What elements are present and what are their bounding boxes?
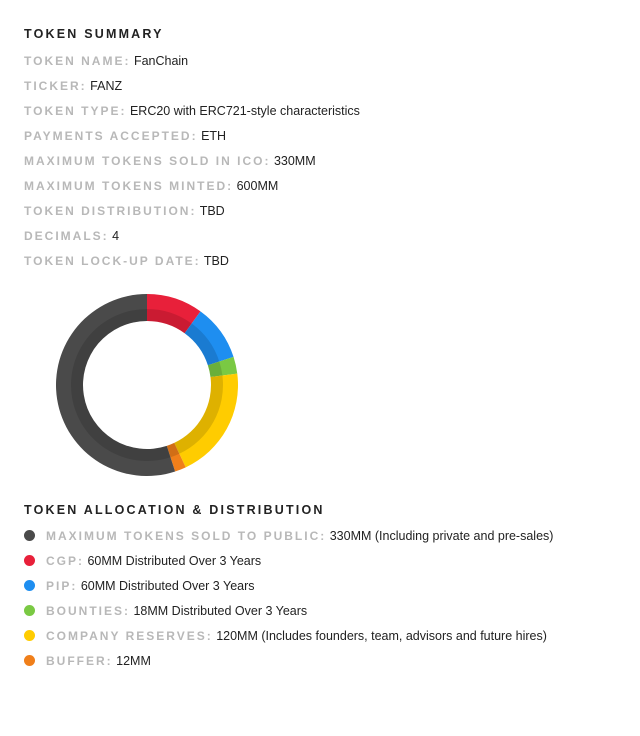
summary-value: 600MM (236, 179, 279, 193)
token-summary-heading: TOKEN SUMMARY (24, 27, 164, 41)
legend-value: 330MM (Including private and pre-sales) (329, 529, 554, 543)
legend-value: 60MM Distributed Over 3 Years (80, 579, 255, 593)
legend-swatch-buffer (24, 655, 35, 666)
summary-row-payments (24, 128, 226, 144)
summary-row-token-type (24, 103, 360, 119)
summary-row-distribution (24, 203, 225, 219)
summary-value: FANZ (90, 79, 123, 93)
legend-value: 120MM (Includes founders, team, advisors and future hires) (216, 629, 547, 643)
summary-label: TOKEN NAME: (24, 54, 131, 68)
legend-label: MAXIMUM TOKENS SOLD TO PUBLIC: (46, 529, 327, 543)
summary-value: 4 (112, 229, 120, 243)
legend-swatch-reserves (24, 630, 35, 641)
legend-item-buffer (24, 653, 151, 669)
legend-label: BUFFER: (46, 654, 113, 668)
summary-label: PAYMENTS ACCEPTED: (24, 129, 198, 143)
summary-value: TBD (199, 204, 225, 218)
legend-value: 18MM Distributed Over 3 Years (133, 604, 308, 618)
legend-label: BOUNTIES: (46, 604, 130, 618)
legend-swatch-cgp (24, 555, 35, 566)
legend-value: 12MM (116, 654, 151, 668)
legend-value: 60MM Distributed Over 3 Years (87, 554, 262, 568)
summary-label: MAXIMUM TOKENS MINTED: (24, 179, 234, 193)
legend-swatch-bounties (24, 605, 35, 616)
summary-label: TICKER: (24, 79, 87, 93)
legend-label: CGP: (46, 554, 84, 568)
summary-value: ERC20 with ERC721-style characteristics (129, 104, 360, 118)
legend-swatch-public (24, 530, 35, 541)
legend-label: PIP: (46, 579, 78, 593)
allocation-heading: TOKEN ALLOCATION & DISTRIBUTION (24, 503, 325, 517)
summary-value: ETH (201, 129, 227, 143)
summary-row-max-minted (24, 178, 278, 194)
summary-value: TBD (203, 254, 229, 268)
summary-label: DECIMALS: (24, 229, 109, 243)
legend-item-public (24, 528, 553, 544)
summary-row-decimals (24, 228, 119, 244)
legend-item-cgp (24, 553, 261, 569)
summary-value: FanChain (133, 54, 189, 68)
summary-value: 330MM (273, 154, 316, 168)
legend-swatch-pip (24, 580, 35, 591)
summary-row-max-sold (24, 153, 316, 169)
summary-label: MAXIMUM TOKENS SOLD IN ICO: (24, 154, 271, 168)
legend-item-pip (24, 578, 255, 594)
summary-row-lockup (24, 253, 229, 269)
summary-label: TOKEN TYPE: (24, 104, 127, 118)
summary-label: TOKEN DISTRIBUTION: (24, 204, 197, 218)
legend-item-reserves (24, 628, 547, 644)
legend-label: COMPANY RESERVES: (46, 629, 213, 643)
summary-label: TOKEN LOCK-UP DATE: (24, 254, 201, 268)
summary-row-ticker (24, 78, 122, 94)
legend-item-bounties (24, 603, 307, 619)
allocation-donut-chart (54, 292, 240, 478)
summary-row-token-name (24, 53, 188, 69)
